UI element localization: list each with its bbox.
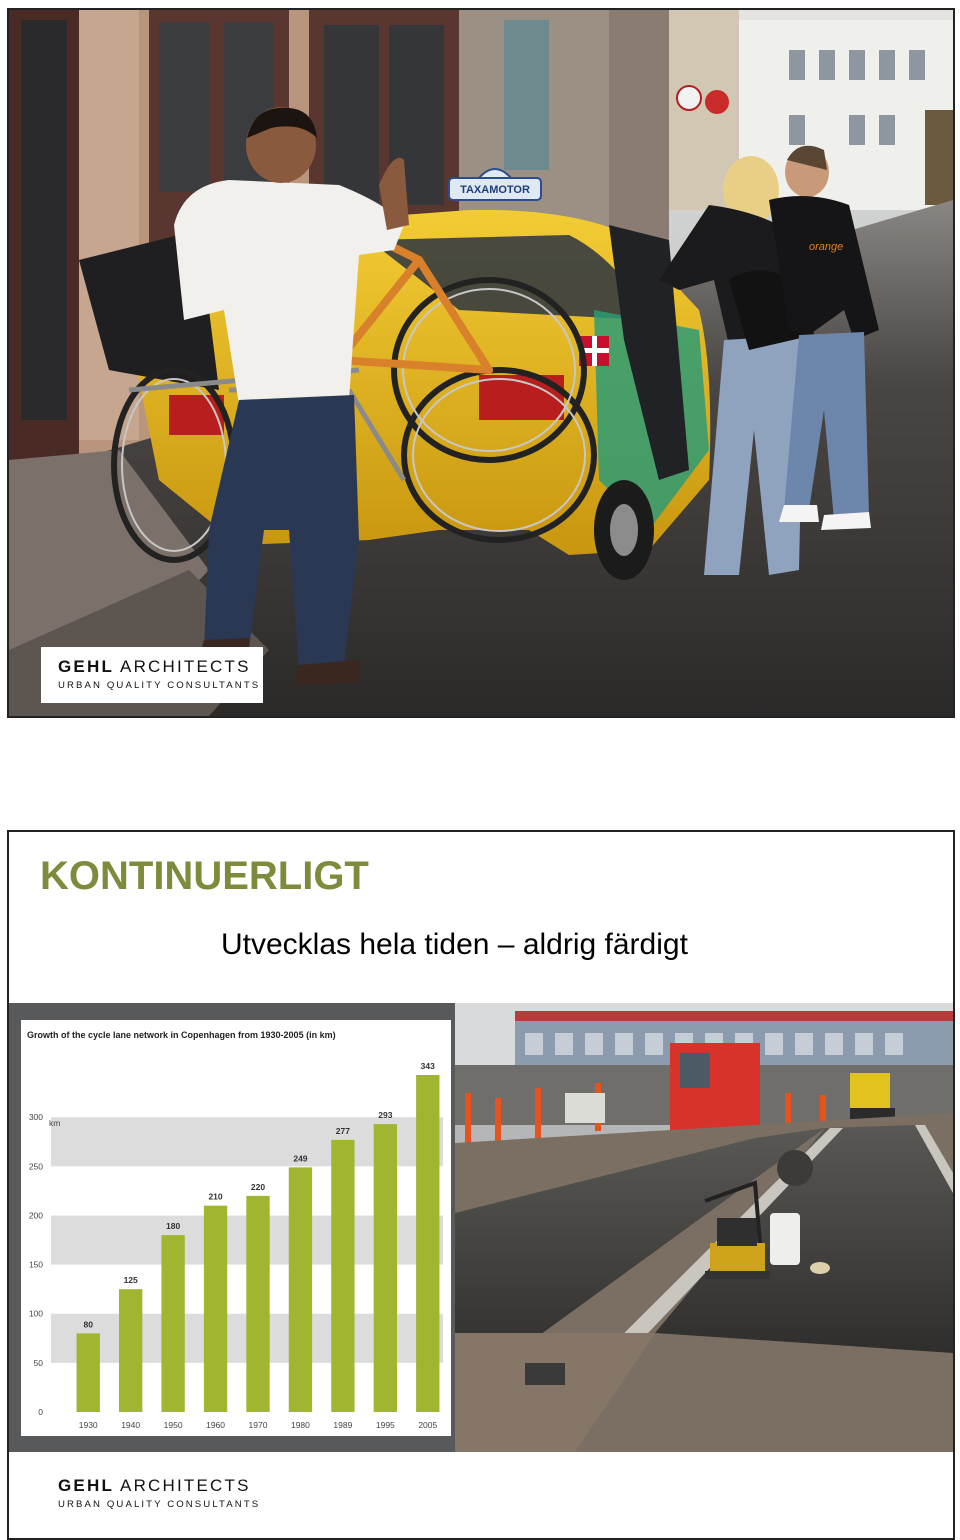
bar-1950 [161,1235,184,1412]
bar-1995 [374,1124,397,1412]
slide-2 [7,830,955,1540]
y-tick-label: 200 [28,1210,43,1221]
bar-data-label: 343 [420,1061,435,1071]
slide-1 [7,8,955,718]
x-tick-label: 1940 [121,1420,141,1430]
slide-title: KONTINUERLIGT [40,854,369,898]
y-tick-label: 0 [38,1407,43,1417]
gehl-architects-logo-2 [41,1466,263,1522]
chart-y-unit: km [49,1118,61,1128]
slide-subtitle: Utvecklas hela tiden – aldrig färdigt [221,928,688,961]
road-construction-photo [455,1003,953,1452]
y-tick-label: 50 [33,1357,43,1368]
x-tick-label: 1989 [333,1420,353,1430]
bar-1940 [119,1289,142,1412]
x-tick-label: 1960 [206,1420,226,1430]
bar-2005 [416,1075,439,1412]
bar-data-label: 293 [378,1110,393,1121]
bar-data-label: 277 [335,1125,350,1136]
cycle-lane-bar-chart [21,1020,451,1436]
logo-tagline: URBAN QUALITY CONSULTANTS [58,1499,261,1510]
logo-tagline: URBAN QUALITY CONSULTANTS [58,680,261,691]
y-tick-label: 300 [28,1112,43,1123]
chart-title: Growth of the cycle lane network in Copenhagen from 1930-2005 (in km) [27,1030,336,1040]
taxi-bicycle-photo [9,10,953,716]
bar-data-label: 220 [250,1181,266,1192]
gehl-architects-logo [41,647,263,703]
chart-y-axis [29,1112,43,1417]
bar-1980 [289,1167,312,1412]
bar-data-label: 249 [293,1153,308,1164]
bar-data-label: 125 [123,1275,138,1286]
y-tick-label: 150 [28,1259,43,1270]
bar-data-label: 210 [208,1191,223,1202]
x-tick-label: 1995 [375,1420,395,1430]
x-tick-label: 1980 [290,1420,310,1430]
bar-1930 [77,1333,100,1412]
logo-gehl: GEHL [58,1476,115,1495]
bar-data-label: 80 [83,1319,93,1330]
bar-1960 [204,1206,227,1412]
logo-wordmark [58,657,251,677]
chart-card [21,1020,451,1436]
bar-1970 [246,1196,269,1412]
shirt-logo-text: orange [809,241,844,253]
chart-x-axis [79,1420,438,1430]
y-tick-label: 100 [28,1308,43,1319]
x-tick-label: 1970 [248,1420,268,1430]
y-tick-label: 250 [28,1161,43,1172]
bar-1989 [331,1140,354,1412]
taxi-sign-text: TAXAMOTOR [460,184,530,196]
x-tick-label: 2005 [418,1420,438,1430]
logo-architects: ARCHITECTS [120,657,251,676]
x-tick-label: 1950 [163,1420,183,1430]
logo-gehl: GEHL [58,657,115,676]
logo-wordmark [58,1476,251,1496]
logo-architects: ARCHITECTS [120,1476,251,1495]
x-tick-label: 1930 [78,1420,98,1430]
bar-data-label: 180 [166,1221,181,1232]
